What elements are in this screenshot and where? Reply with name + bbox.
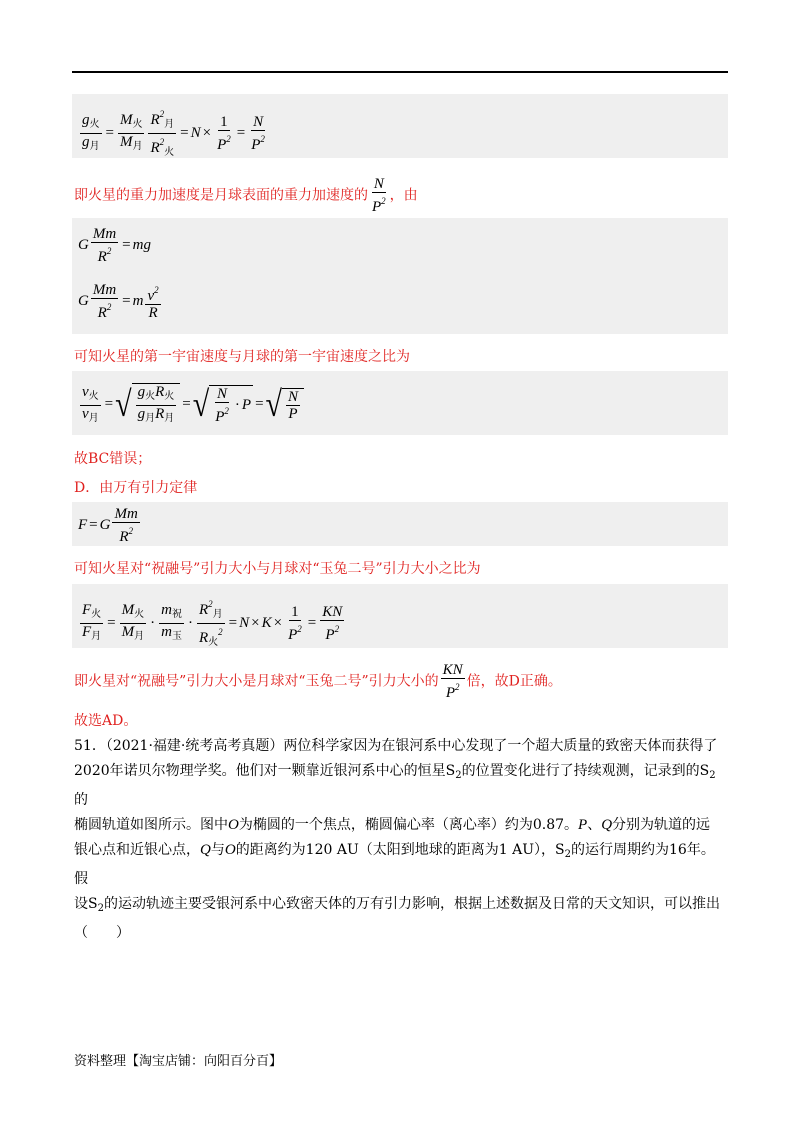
formula-box-gravity-ratio — [72, 94, 728, 158]
question-line-1: 51．（2021·福建·统考高考真题）两位科学家因为在银河系中心发现了一个超大质量的致密天体而获得了 — [74, 738, 718, 754]
final-answer: 故选AD。 — [74, 713, 138, 729]
formula-box-velocity-ratio — [72, 371, 728, 435]
answer-blank: （ ） — [74, 925, 130, 941]
conclusion-d: 即火星对“祝融号”引力大小是月球对“玉兔二号”引力大小的 $\frac{KN}{P^2}$ 倍，故D正确。 — [74, 662, 562, 701]
header-rule — [72, 71, 728, 73]
question-line-4: 银心点和近银心点，Q与O的距离约为120 AU（太阳到地球的距离为1 AU），$S_2$的运行周期约为16年。假 — [74, 842, 715, 887]
option-d-intro: D．由万有引力定律 — [74, 480, 198, 496]
question-line-3: 椭圆轨道如图所示。图中O为椭圆的一个焦点，椭圆偏心率（离心率）约为0.87。P、Q分别为轨道的远 — [74, 817, 711, 833]
equation-force: F = G $\frac{Mm}{R^2}$ — [78, 506, 138, 545]
equation-gravity-mg: G $\frac{Mm}{R^2}$ = mg — [78, 226, 151, 265]
explanation-force: 可知火星对“祝融号”引力大小与月球对“玉兔二号”引力大小之比为 — [74, 561, 481, 577]
formula-box-force-ratio — [72, 584, 728, 648]
conclusion-bc: 故BC错误； — [74, 451, 152, 467]
formula-box-newton — [72, 218, 728, 334]
equation-g-ratio: $\frac{g_火}{g_月}$ = $\frac{M_火}{M_月}$ $\frac{R^2_月}{R^2_火}$ = N × $\frac{1}{P^2}$ = $\frac{N}{P^2}$ — [78, 106, 269, 161]
equation-v-ratio: $\frac{v_火}{v_月}$ = √ $\frac{g_火R_火}{g_月R_月}$ = √ $\frac{N}{P^2}$ · P = √ $\frac{N}{P}$ — [78, 383, 304, 427]
explanation-velocity: 可知火星的第一宇宙速度与月球的第一宇宙速度之比为 — [74, 349, 410, 365]
explanation-gravity: 即火星的重力加速度是月球表面的重力加速度的 $\frac{N}{P^2}$ ，由 — [74, 176, 418, 215]
formula-box-force — [72, 502, 728, 546]
question-line-5: 设$S_2$的运动轨迹主要受银河系中心致密天体的万有引力影响，根据上述数据及日常的天文知识，可以推出 — [74, 896, 720, 914]
question-line-2: 2020年诺贝尔物理学奖。他们对一颗靠近银河系中心的恒星$S_2$的位置变化进行了持续观测，记录到的$S_2$的 — [74, 763, 716, 808]
equation-centripetal: G $\frac{Mm}{R^2}$ = m $\frac{v^2}{R}$ — [78, 282, 159, 321]
footer-source: 资料整理【淘宝店铺：向阳百分百】 — [74, 1054, 283, 1069]
question-51 — [74, 734, 728, 946]
equation-f-ratio: $\frac{F_火}{F_月}$ = $\frac{M_火}{M_月}$ · $\frac{m_祝}{m_玉}$ · $\frac{R^2_月}{R_火^2}$ = N × K × $\frac{1}{P^2}$ = $\frac{KN}{P^2}$ — [78, 596, 346, 651]
